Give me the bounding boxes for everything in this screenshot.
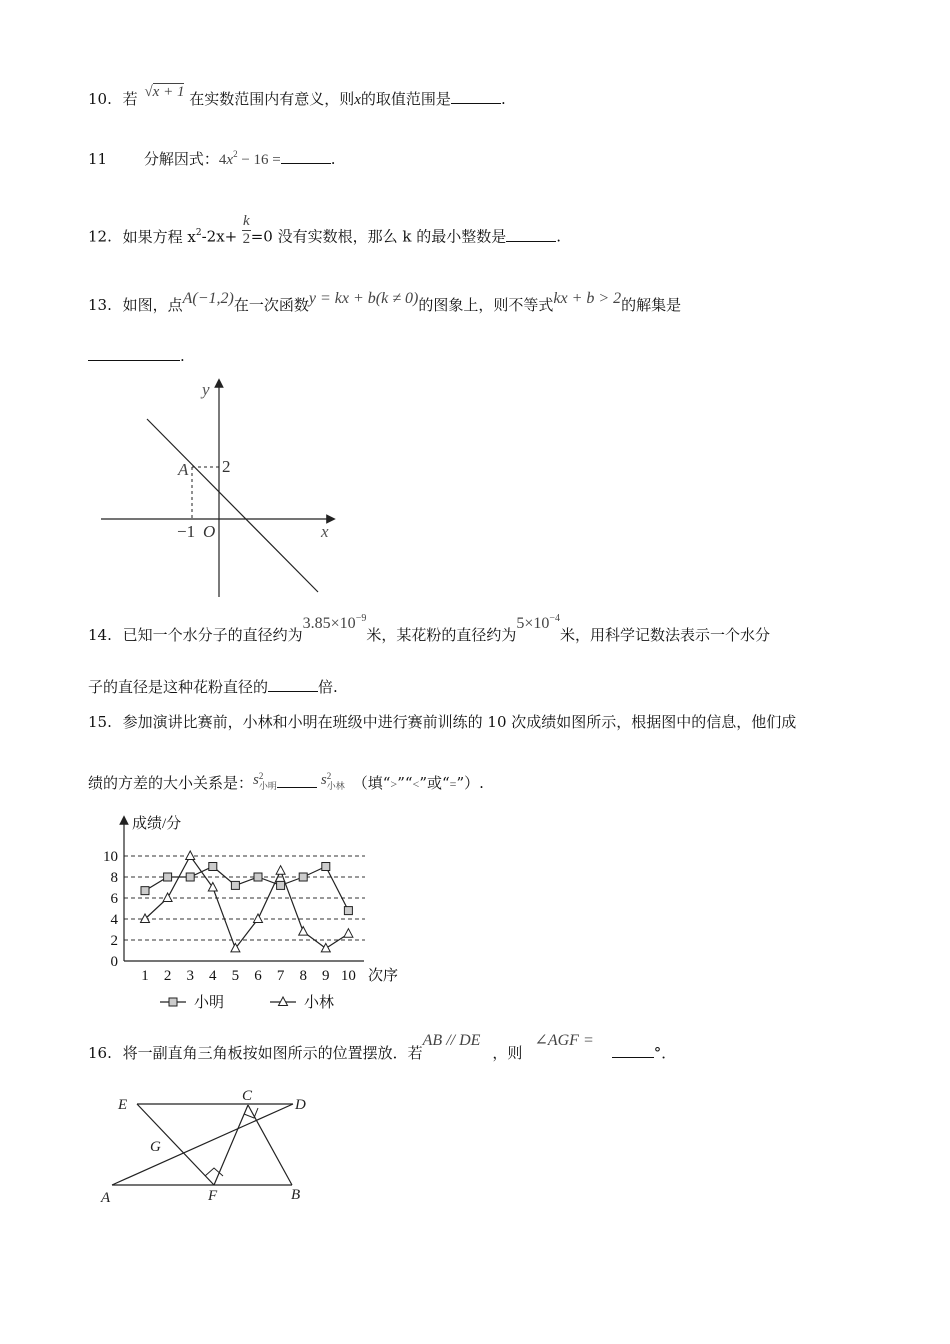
series-line	[145, 867, 348, 911]
x-tick-label: 4	[209, 968, 217, 984]
y-tick-label: 10	[103, 849, 118, 865]
data-point-square	[344, 907, 352, 915]
y-tick-label: 0	[110, 954, 118, 970]
function-line	[147, 419, 318, 592]
point-g-label: G	[150, 1139, 161, 1155]
point-a-label: A	[178, 460, 189, 479]
legend-label: 小林	[304, 995, 335, 1011]
question-11: 11 分解因式：$4x^2 - 16$ = .	[88, 149, 336, 168]
data-point-triangle	[163, 893, 172, 902]
data-point-square	[299, 873, 307, 881]
question-14-line2: 子的直径是这种花粉直径的 倍.	[88, 678, 338, 696]
question-15: 15. 参加演讲比赛前，小林和小明在班级中进行赛前训练的 10 次成绩如图所示，根据图中的信息，他们成	[88, 713, 797, 731]
question-number: 13.	[88, 296, 112, 314]
variance-xiaolin: s 2 小林	[320, 770, 345, 791]
vertex-a-label: A	[101, 1190, 111, 1206]
question-number: 14.	[88, 626, 112, 644]
x-value-neg1-label: −1	[177, 522, 196, 541]
question-number: 11	[88, 150, 108, 168]
answer-blank[interactable]	[281, 149, 331, 164]
x-tick-label: 7	[276, 968, 285, 984]
data-point-triangle	[186, 851, 195, 860]
sqrt-expression: √x + 1	[144, 84, 185, 100]
data-point-square	[277, 881, 285, 889]
vertex-b-label: B	[291, 1187, 301, 1203]
legend-marker-triangle	[279, 997, 288, 1006]
legend-item	[270, 994, 334, 1011]
data-point-square	[254, 873, 262, 881]
legend-label: 小明	[194, 995, 225, 1011]
chart-x-axis-label: 次序	[368, 968, 399, 984]
data-point-square	[231, 881, 239, 889]
question-10: 10. 若 √x + 1 在实数范围内有意义，则x的取值范围是 .	[88, 84, 506, 108]
vertex-d-label: D	[295, 1097, 306, 1113]
vertex-e-label: E	[118, 1097, 128, 1113]
data-point-square	[322, 863, 330, 871]
x-tick-label: 3	[186, 968, 194, 984]
answer-blank[interactable]	[88, 346, 180, 361]
answer-blank[interactable]	[506, 227, 556, 242]
data-point-triangle	[299, 927, 308, 936]
score-line-chart	[100, 812, 420, 1022]
y-tick-label: 2	[110, 933, 118, 949]
variance-xiaoming: s 2 小明	[253, 770, 277, 791]
question-12: 12. 如果方程 $x^2-2x+$ $\frac{k}{2}$ =0 没有实数根，那么 k 的最小整数是 .	[88, 213, 561, 247]
fraction-k-over-2: $\frac{k}{2}$	[242, 213, 251, 247]
y-axis-label: y	[202, 380, 210, 399]
legend-item	[160, 994, 224, 1011]
data-point-square	[164, 873, 172, 881]
linear-function-graph	[95, 375, 345, 600]
data-point-triangle	[321, 943, 330, 952]
data-point-square	[141, 887, 149, 895]
vertex-f-label: F	[208, 1188, 218, 1204]
answer-blank[interactable]	[451, 89, 501, 104]
x-tick-label: 2	[163, 968, 172, 984]
data-point-triangle	[276, 866, 285, 875]
x-tick-label: 6	[254, 968, 262, 984]
y-tick-label: 8	[110, 870, 118, 886]
legend-marker-square	[169, 998, 177, 1006]
question-16: 16. 将一副直角三角板按如图所示的位置摆放．若AB // DE，则∠AGF =°．	[88, 1032, 677, 1062]
answer-blank[interactable]	[612, 1043, 654, 1058]
data-point-square	[209, 863, 217, 871]
question-15-line2: 绩的方差的大小关系是：s 2 小明 s 2 小林 （填“>”“<”或“=”）.	[88, 770, 484, 792]
data-point-triangle	[344, 929, 353, 938]
y-value-2-label: 2	[222, 457, 231, 476]
y-tick-label: 4	[110, 912, 118, 928]
question-number: 12.	[88, 227, 112, 246]
question-number: 10.	[88, 90, 112, 108]
chart-title: 成绩/分	[132, 816, 182, 832]
question-number: 15.	[88, 713, 112, 731]
x-tick-label: 9	[322, 968, 330, 984]
answer-blank[interactable]	[277, 773, 317, 788]
x-tick-label: 8	[299, 968, 307, 984]
question-14: 14. 已知一个水分子的直径约为$3.85\times 10^{-9}$米，某花粉的直径约为$5\times 10^{-4}$米，用科学记数法表示一个水分	[88, 613, 771, 644]
series-triangle	[141, 851, 353, 952]
question-13-blank-line: .	[88, 346, 185, 365]
x-axis-label: x	[321, 522, 329, 541]
data-point-triangle	[254, 914, 263, 923]
data-point-square	[186, 873, 194, 881]
question-13: 13. 如图，点A(−1,2)在一次函数y = kx + b(k ≠ 0)的图象上，则不等式kx + b > 2的解集是	[88, 290, 682, 314]
origin-label: O	[203, 522, 216, 541]
x-tick-label: 10	[340, 968, 356, 984]
triangle-set-square-figure	[98, 1085, 328, 1210]
answer-blank[interactable]	[268, 677, 318, 692]
vertex-c-label: C	[242, 1088, 253, 1104]
y-tick-label: 6	[110, 891, 118, 907]
pollen-diameter: $5\times 10^{-4}$	[516, 613, 561, 632]
x-tick-label: 1	[141, 968, 149, 984]
question-number: 16.	[88, 1044, 112, 1062]
x-tick-label: 5	[231, 968, 240, 984]
water-molecule-diameter: $3.85\times 10^{-9}$	[302, 613, 367, 632]
